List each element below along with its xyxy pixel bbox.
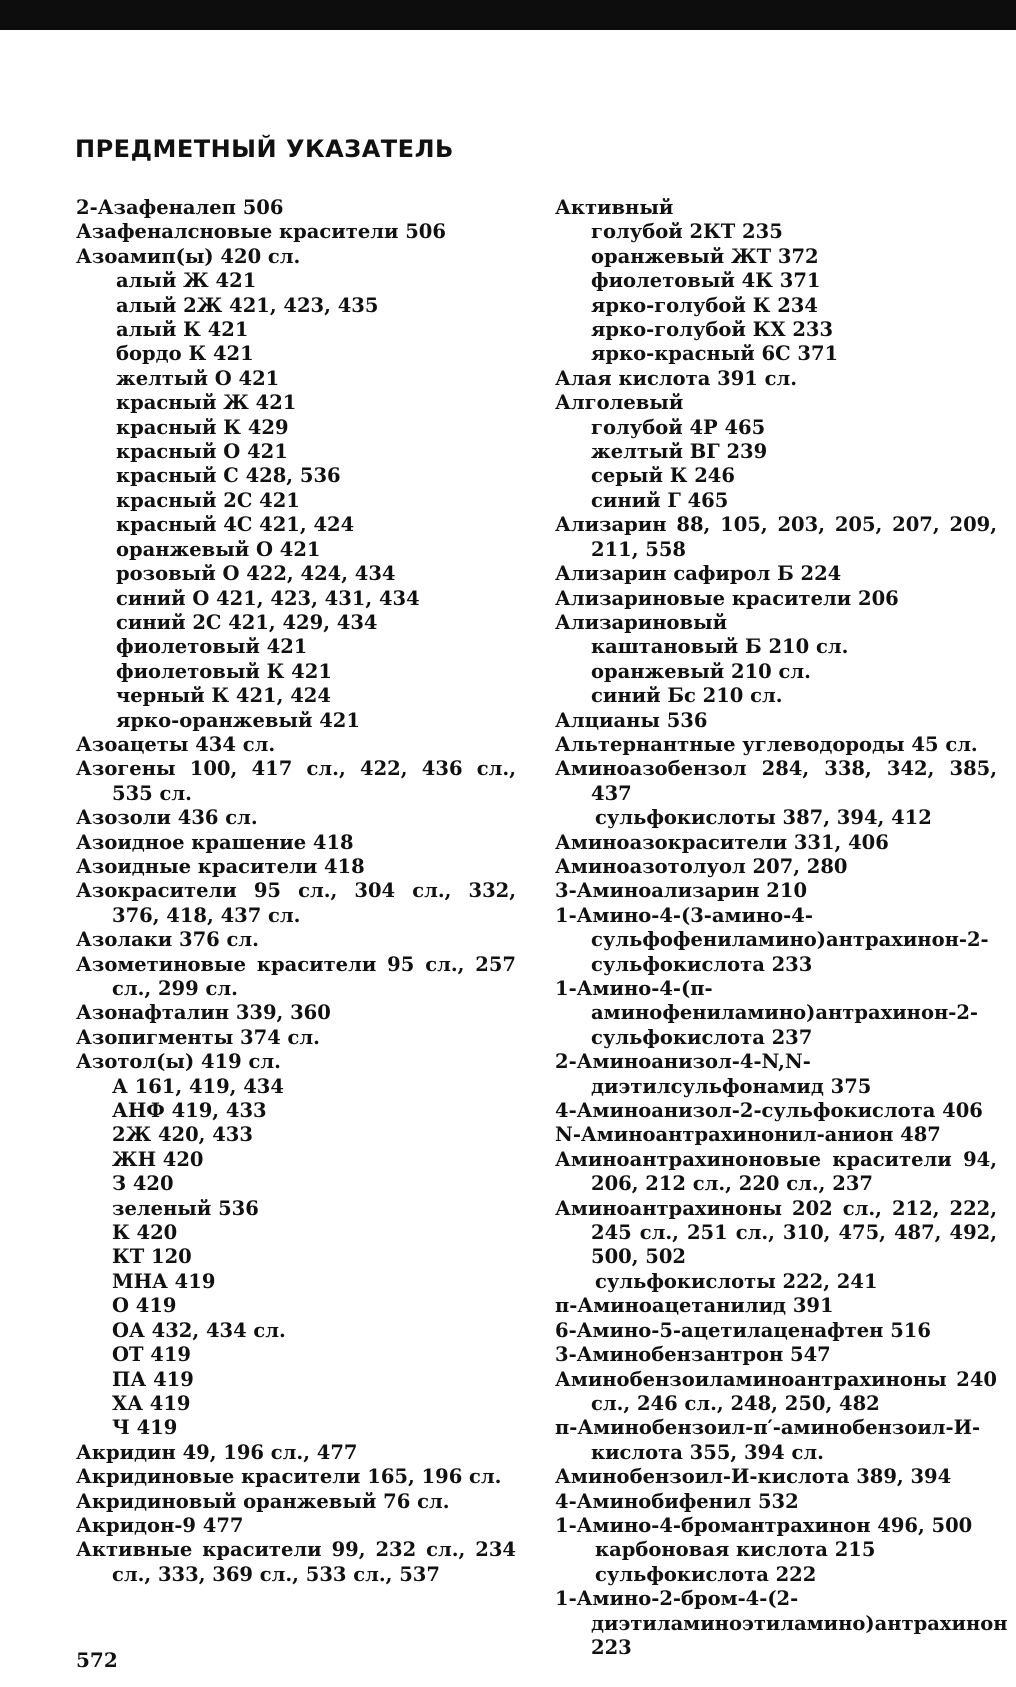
index-subentry: черный К 421, 424	[116, 684, 331, 708]
index-subentry: оранжевый О 421	[116, 537, 321, 561]
index-entry: 1-Амино-4-(п-аминофениламино)антрахинон-2-сульфокислота 237	[555, 977, 978, 1049]
index-entry: Азафеналсновые красители 506	[76, 220, 446, 244]
index-entry: Активные красители 99, 232 сл., 234 сл., 333, 369 сл., 533 сл., 537	[76, 1538, 516, 1586]
index-subentry: красный 2С 421	[116, 488, 300, 512]
index-subentry: синий О 421, 423, 431, 434	[116, 586, 420, 610]
index-subentry: розовый О 422, 424, 434	[116, 562, 396, 586]
index-subentry: 2Ж 420, 433	[112, 1123, 253, 1147]
index-entry: п-Аминобензоил-п′-аминобензоил-И-кислота 355, 394 сл.	[555, 1416, 981, 1464]
index-entry: Аминобензоил-И-кислота 389, 394	[555, 1465, 952, 1489]
index-subentry: сульфокислота 222	[595, 1562, 817, 1586]
index-entry: Альтернантные углеводороды 45 сл.	[555, 732, 978, 756]
index-subentry: О 419	[112, 1294, 177, 1318]
index-subentry: зеленый 536	[112, 1196, 259, 1220]
index-entry: Азонафталин 339, 360	[76, 1001, 331, 1025]
index-entry: Азогены 100, 417 сл., 422, 436 сл., 535 сл.	[76, 757, 516, 805]
index-subentry: К 420	[112, 1221, 178, 1245]
index-subentry: ОА 432, 434 сл.	[112, 1318, 286, 1342]
index-entry: 4-Аминоанизол-2-сульфокислота 406	[555, 1099, 983, 1123]
index-entry: Азоидные красители 418	[76, 854, 365, 878]
index-entry: Азокрасители 95 сл., 304 сл., 332, 376, 418, 437 сл.	[76, 879, 516, 927]
index-entry: 6-Амино-5-ацетилаценафтен 516	[555, 1318, 931, 1342]
index-subentry: синий 2С 421, 429, 434	[116, 610, 378, 634]
index-subentry: голубой 2КТ 235	[591, 220, 783, 244]
index-entry: Аминоазобензол 284, 338, 342, 385, 437	[555, 757, 997, 805]
index-subentry: желтый О 421	[116, 366, 280, 390]
index-subentry: фиолетовый 421	[116, 635, 308, 659]
index-subentry: МНА 419	[112, 1269, 216, 1293]
index-subentry: оранжевый 210 сл.	[591, 659, 811, 683]
index-subentry: оранжевый ЖТ 372	[591, 244, 819, 268]
index-entry: Азоидное крашение 418	[76, 830, 354, 854]
index-entry: Аминоантрахиноновые красители 94, 206, 212 сл., 220 сл., 237	[555, 1147, 997, 1196]
index-entry: Аминоазотолуол 207, 280	[555, 854, 848, 878]
index-subentry: ОТ 419	[112, 1343, 191, 1367]
index-subentry: Ч 419	[112, 1416, 178, 1440]
index-subentry: бордо К 421	[116, 342, 254, 366]
index-subentry: алый К 421	[116, 318, 249, 342]
index-column-right	[555, 196, 1008, 1660]
index-entry: Алголевый	[555, 391, 684, 415]
index-entry: 1-Амино-2-бром-4-(2-диэтиламиноэтиламино)антрахинон 223	[555, 1587, 1008, 1659]
index-subentry: А 161, 419, 434	[112, 1074, 284, 1098]
index-subentry: голубой 4Р 465	[591, 415, 766, 439]
index-subentry: синий Бс 210 сл.	[591, 684, 783, 708]
index-entry: Активный	[555, 196, 674, 219]
index-entry: Акридиновые красители 165, 196 сл.	[76, 1465, 502, 1489]
index-subentry: красный 4С 421, 424	[116, 513, 355, 537]
index-entry: N-Аминоантрахинонил-анион 487	[555, 1123, 941, 1147]
index-entry: Азотол(ы) 419 сл.	[76, 1050, 281, 1074]
index-entry: 1-Амино-4-(3-амино-4-сульфофениламино)антрахинон-2-сульфокислота 233	[555, 903, 989, 976]
index-subentry: сульфокислоты 387, 394, 412	[595, 806, 932, 830]
index-subentry: КТ 120	[112, 1245, 192, 1269]
index-subentry: сульфокислоты 222, 241	[595, 1269, 878, 1293]
index-subentry: серый К 246	[591, 464, 735, 488]
index-subentry: ярко-голубой КХ 233	[591, 318, 834, 342]
index-entry: Аминоазокрасители 331, 406	[555, 830, 889, 854]
index-subentry: фиолетовый К 421	[116, 659, 332, 683]
index-subentry: алый 2Ж 421, 423, 435	[116, 293, 379, 317]
index-subentry: ПА 419	[112, 1367, 194, 1391]
index-subentry: ЖН 420	[112, 1147, 204, 1171]
index-subentry: З 420	[112, 1172, 174, 1196]
index-subentry: фиолетовый 4К 371	[591, 269, 821, 293]
index-entry: 1-Амино-4-бромантрахинон 496, 500	[555, 1513, 973, 1537]
index-entry: 4-Аминобифенил 532	[555, 1489, 799, 1513]
index-subentry: красный С 428, 536	[116, 464, 341, 488]
index-entry: Ализарин сафирол Б 224	[555, 562, 842, 586]
index-entry: Ализарин 88, 105, 203, 205, 207, 209, 211, 558	[555, 513, 997, 561]
index-entry: 2-Аминоанизол-4-N,N-диэтилсульфонамид 375	[555, 1050, 872, 1098]
index-entry: Азометиновые красители 95 сл., 257 сл., 299 сл.	[76, 952, 516, 1000]
index-entry: 3-Аминобензантрон 547	[555, 1343, 831, 1367]
page-top-edge	[0, 0, 1016, 30]
index-subentry: красный О 421	[116, 440, 288, 464]
index-entry: 2-Азафеналеп 506	[76, 196, 284, 219]
index-subentry: карбоновая кислота 215	[595, 1538, 876, 1562]
index-column-left	[76, 196, 516, 1587]
index-subentry: каштановый Б 210 сл.	[591, 635, 849, 659]
index-subentry: красный Ж 421	[116, 391, 297, 415]
index-entry: Алцианы 536	[555, 708, 708, 732]
index-subentry: ХА 419	[112, 1391, 191, 1415]
index-entry: Азозоли 436 сл.	[76, 806, 258, 830]
index-entry: Азопигменты 374 сл.	[76, 1025, 320, 1049]
index-subentry: ярко-голубой К 234	[591, 293, 818, 317]
index-subentry: алый Ж 421	[116, 269, 257, 293]
index-entry: Азоамип(ы) 420 сл.	[76, 244, 301, 268]
index-subentry: желтый ВГ 239	[591, 440, 768, 464]
index-entry: п-Аминоацетанилид 391	[555, 1294, 834, 1318]
index-subentry: ярко-оранжевый 421	[116, 708, 360, 732]
index-subentry: красный К 429	[116, 415, 289, 439]
index-subentry: АНФ 419, 433	[112, 1099, 267, 1123]
index-entry: Ализариновые красители 206	[555, 586, 899, 610]
index-entry: Аминоантрахиноны 202 сл., 212, 222, 245 сл., 251 сл., 310, 475, 487, 492, 500, 502	[555, 1196, 997, 1269]
index-subentry: ярко-красный 6С 371	[591, 342, 839, 366]
index-entry: Алая кислота 391 сл.	[555, 366, 798, 390]
page-number: 572	[76, 1648, 118, 1672]
index-entry: Акридиновый оранжевый 76 сл.	[76, 1489, 450, 1513]
index-entry: Акридин 49, 196 сл., 477	[76, 1440, 358, 1464]
index-subentry: синий Г 465	[591, 488, 729, 512]
index-entry: 3-Аминоализарин 210	[555, 879, 808, 903]
index-entry: Акридон-9 477	[76, 1513, 244, 1537]
index-entry: Аминобензоиламиноантрахиноны 240 сл., 246 сл., 248, 250, 482	[555, 1367, 997, 1415]
index-entry: Ализариновый	[555, 610, 728, 634]
index-entry: Азоацеты 434 сл.	[76, 732, 276, 756]
index-entry: Азолаки 376 сл.	[76, 928, 259, 952]
page-title: ПРЕДМЕТНЫЙ УКАЗАТЕЛЬ	[75, 135, 454, 163]
